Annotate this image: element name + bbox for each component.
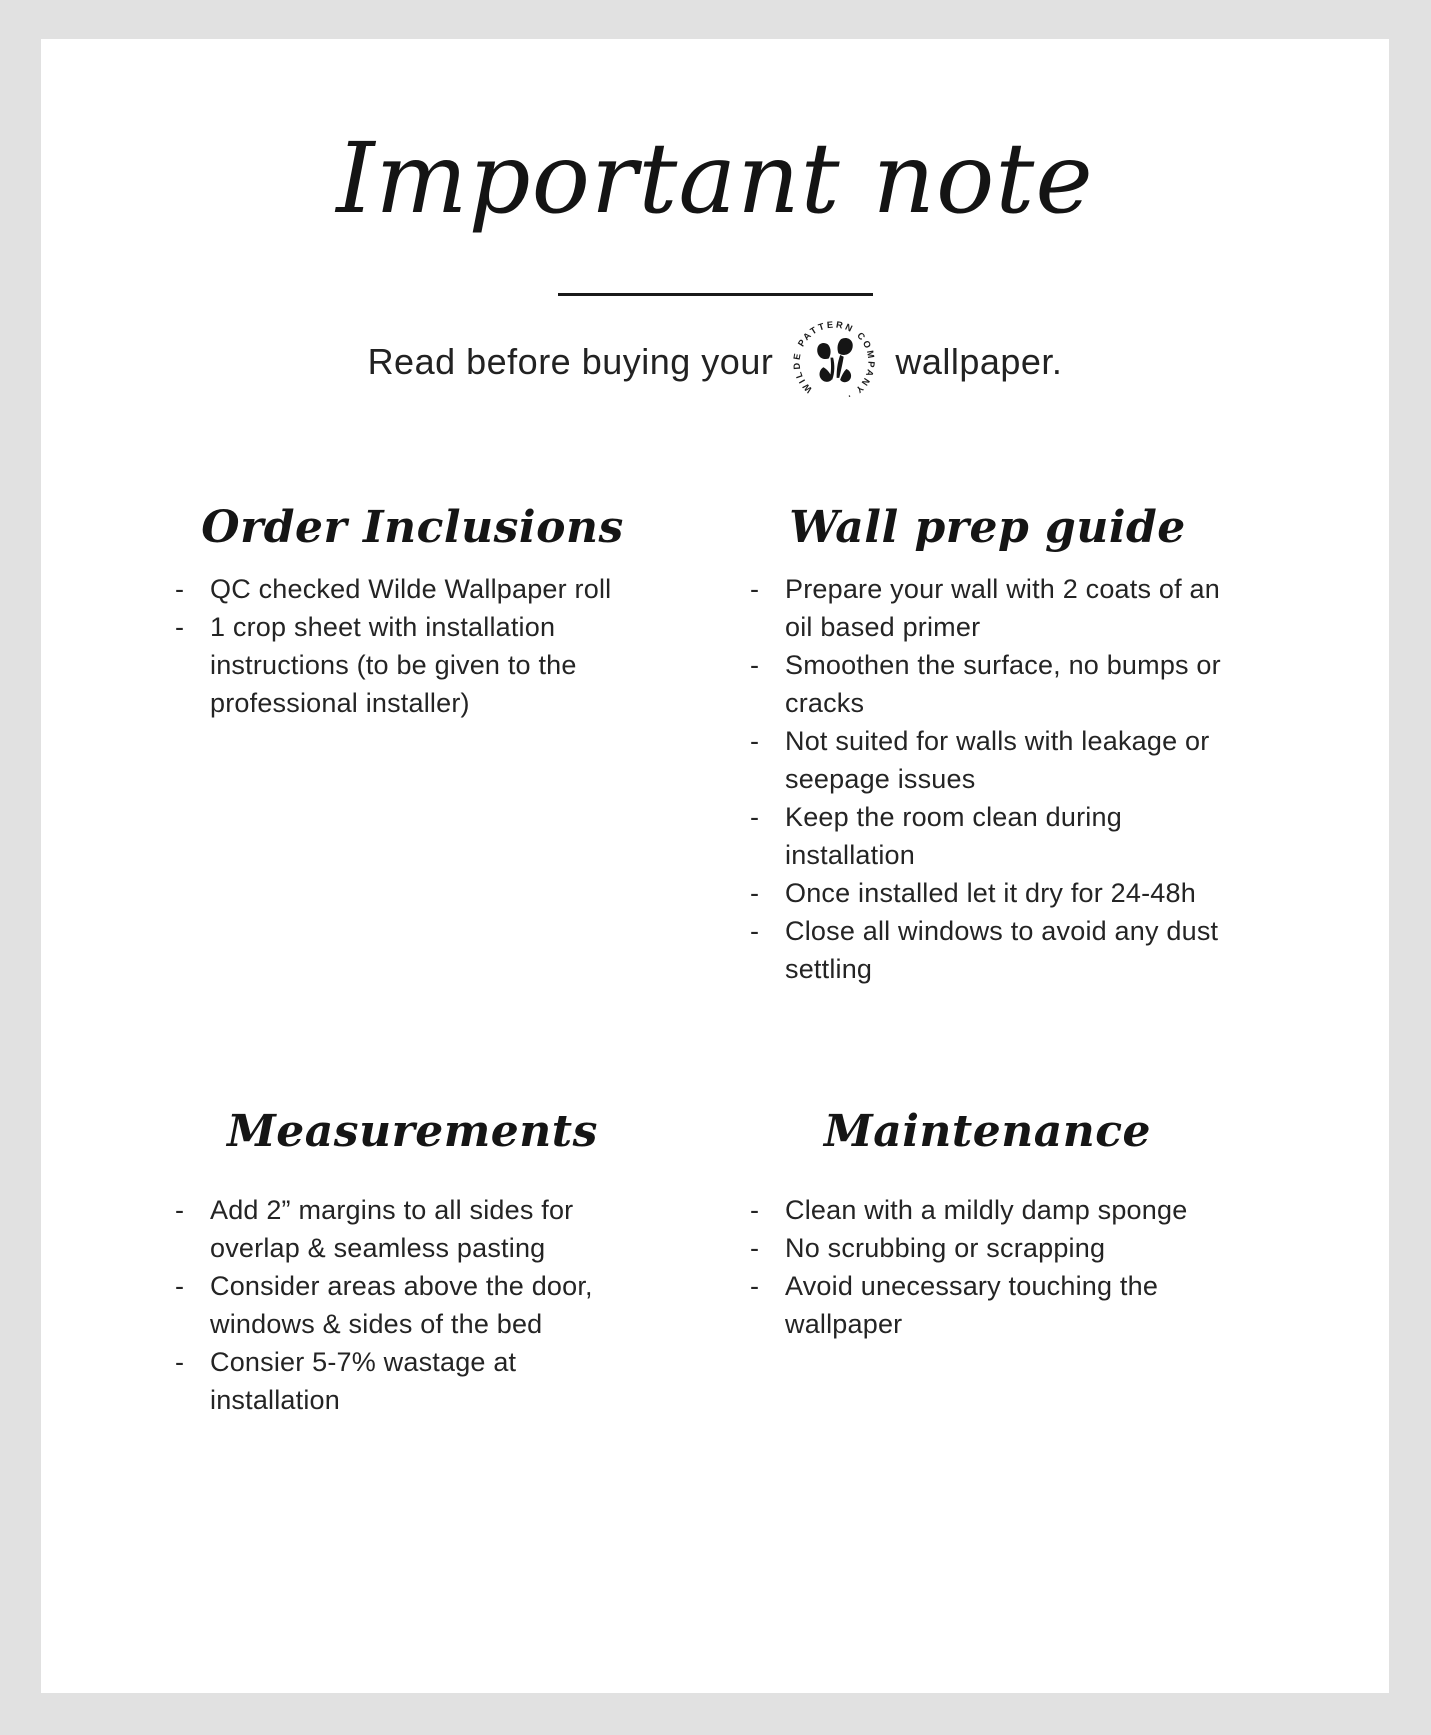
bullet-list [175, 570, 650, 722]
section-heading: Order Inclusions [201, 501, 624, 553]
note-card [41, 39, 1389, 1693]
bullet-dash: - [750, 802, 760, 833]
list-item [750, 912, 1225, 988]
section-heading: Wall prep guide [789, 501, 1186, 553]
subtitle-row [41, 318, 1389, 406]
list-item-text: Smoothen the surface, no bumps or cracks [785, 650, 1221, 719]
list-item-text: 1 crop sheet with installation instructions (to be given to the professional installer) [210, 612, 577, 719]
list-item [750, 722, 1225, 798]
brand-stamp-logo [790, 318, 878, 406]
list-item [750, 798, 1225, 874]
list-item [750, 1267, 1225, 1343]
bullet-dash: - [175, 612, 185, 643]
list-item [750, 1229, 1225, 1267]
list-item-text: Prepare your wall with 2 coats of an oil based primer [785, 574, 1220, 643]
bullet-list [750, 1191, 1225, 1343]
bullet-dash: - [175, 1195, 185, 1226]
bullet-dash: - [750, 878, 760, 909]
list-item-text: QC checked Wilde Wallpaper roll [210, 574, 612, 605]
bullet-dash: - [750, 1233, 760, 1264]
page-title: Important note [336, 122, 1094, 235]
list-item-text: Consider areas above the door, windows & sides of the bed [210, 1271, 593, 1340]
subtitle-prefix: Read before buying your [367, 340, 774, 382]
list-item-text: Close all windows to avoid any dust settling [785, 916, 1219, 985]
list-item [750, 570, 1225, 646]
bullet-dash: - [175, 574, 185, 605]
logo-tulip-icon [818, 338, 854, 382]
list-item-text: Avoid unecessary touching the wallpaper [785, 1271, 1159, 1340]
subtitle-suffix: wallpaper. [895, 340, 1063, 382]
section-order-inclusions [175, 502, 650, 989]
list-item-text: No scrubbing or scrapping [785, 1233, 1106, 1264]
list-item-text: Consier 5-7% wastage at installation [210, 1347, 517, 1416]
bullet-dash: - [750, 574, 760, 605]
list-item [175, 608, 650, 722]
list-item [175, 1267, 650, 1343]
bullet-dash: - [750, 1195, 760, 1226]
bullet-dash: - [750, 916, 760, 947]
section-heading: Measurements [227, 1106, 598, 1158]
list-item-text: Once installed let it dry for 24-48h [785, 878, 1196, 909]
section-maintenance [750, 1106, 1225, 1419]
list-item [750, 874, 1225, 912]
section-measurements [175, 1106, 650, 1419]
bullet-dash: - [175, 1347, 185, 1378]
bullet-dash: - [750, 650, 760, 681]
list-item [175, 1191, 650, 1267]
sections-grid [175, 502, 1389, 1420]
list-item-text: Not suited for walls with leakage or seepage issues [785, 726, 1210, 795]
bullet-dash: - [750, 726, 760, 757]
list-item-text: Keep the room clean during installation [785, 802, 1122, 871]
list-item [175, 570, 650, 608]
bullet-list [750, 570, 1225, 988]
section-wall-prep-guide [750, 502, 1225, 989]
list-item [750, 646, 1225, 722]
bullet-dash: - [750, 1271, 760, 1302]
svg-text:WILDE PATTERN COMPANY ·: WILDE PATTERN COMPANY · [791, 319, 877, 402]
list-item-text: Clean with a mildly damp sponge [785, 1195, 1188, 1226]
logo-ring-text [790, 318, 878, 406]
bullet-list [175, 1191, 650, 1419]
list-item [750, 1191, 1225, 1229]
section-heading: Maintenance [823, 1106, 1151, 1158]
bullet-dash: - [175, 1271, 185, 1302]
list-item [175, 1343, 650, 1419]
list-item-text: Add 2” margins to all sides for overlap & seamless pasting [210, 1195, 574, 1264]
title-divider [558, 293, 873, 296]
